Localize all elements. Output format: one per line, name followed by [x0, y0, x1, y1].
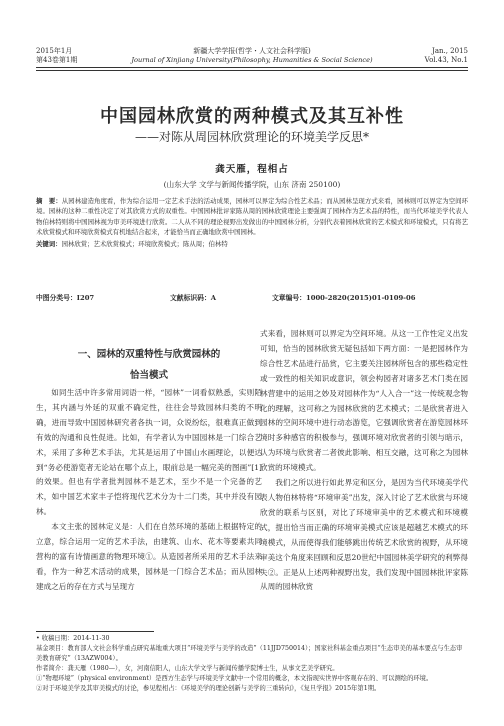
header-volume-cn: 第43卷第1期 [36, 56, 78, 64]
footnote-author-bio: 作者简介：龚天雁（1980—），女，河南信阳人，山东大学文学与新闻传播学院博士生，从事文艺美学研究。 [36, 665, 339, 672]
article-value: 1000-2820(2015)01-0109-06 [305, 294, 416, 302]
footnote-received: • 收稿日期：2014-11-30 [36, 635, 110, 642]
footnote-note-1: ①“物理环境”（physical environment）是西方生态学与环境美学文献中一个常用的概念，本文指现实世界中客观存在的、可以测绘的环境。 [36, 675, 433, 682]
body-paragraph: 本文主张的园林定义是：人们在自然环境的基础上根据特定的立意，综合运用一定的艺术手法，由建筑、山水、花木等要素共同营构的富有诗情画意的物理环境①。从造园者所采用的艺术手法来看，作为一种艺术活动的成果，园林是一门综合艺术品；而从园林建成之后的存在方式与呈现方 [36, 522, 262, 591]
right-column [260, 327, 468, 595]
left-column [36, 386, 262, 595]
footnote-rule [36, 631, 154, 632]
paper-authors: 龚天雁，程相占 [215, 164, 289, 175]
paper-title: 中国园林欣赏的两种模式及其互补性 [100, 106, 404, 127]
clc-number [36, 292, 94, 302]
footnote-funding: 基金项目：教育部人文社会科学重点研究基地重大项目“环境美学与美学的改造”（11JJD750014）；国家社科基金重点项目“生态审美的基本要点与生态审美教育研究”（13AZW004）。 [36, 645, 463, 662]
header-rule-thick [36, 67, 468, 68]
abstract-text: 从园林建造角度看，作为综合运用一定艺术手法的活动成果，园林可以界定为综合性艺术品；而从园林呈现方式来看，园林则可以界定为空间环境。园林的这种二重性决定了对其欣赏方式的双重性。中国园林批评家陈从周的园林欣赏理论主要强调了园林作为艺术品的特性，而当代环境美学代表人物伯林特则将中国园林视为审美环境进行欣赏。二人从不同的理论视野出发做出的中国园林分析，分别代表着园林欣赏的艺术模式和环境模式，只有将艺术欣赏模式和环境欣赏模式有机地结合起来，才能恰当而正确地欣赏中国园林。 [36, 197, 468, 237]
abstract [36, 196, 468, 238]
header-rule-thin [36, 70, 468, 71]
paper-subtitle: ——对陈从周园林欣赏理论的环境美学反思* [134, 130, 369, 144]
header-journal-en: Journal of Xinjiang University(Philosophy, Humanities & Social Science) [131, 56, 373, 64]
header-issue-date: 2015年1月 [36, 47, 73, 55]
keywords-label: 关键词： [36, 239, 62, 248]
article-label: 文章编号： [272, 294, 306, 302]
clc-value: I207 [76, 294, 95, 302]
author-affiliation: (山东大学 文学与新闻传播学院，山东 济南 250100) [163, 180, 341, 189]
article-number [272, 292, 415, 302]
body-paragraph: 如同生活中许多常用词语一样，“园林”一词看似熟悉，实则陌生，其内涵与外延的双重不确定性，往往会导致园林归类的不明确，进而导致中国园林研究者各执一词，众说纷纭，很难真正做到有效的沟通和良性促进。比如，有学者认为中国园林是一门综合艺术，采用了多种艺术手法，尤其是运用了中国山水画理论，以便达到“务必使游览者无论站在哪个点上，眼前总是一幅完美的图画”[1]的效果。但也有学者批判园林不是艺术，至少不是一个完备的艺术，如中国艺术家丰子恺将现代艺术分为十二门类，其中并没有园林。 [36, 388, 262, 517]
keywords [36, 239, 468, 249]
section-heading [36, 347, 262, 384]
footnotes [36, 634, 468, 694]
section-heading-line2: 恰当模式 [129, 370, 168, 381]
footnote-note-2: ②对于环境美学及其审美模式的讨论，参见程相占：《环境美学的理论创新与美学的三重转向》，《复旦学报》2015年第1期。 [36, 685, 381, 692]
section-heading-line1: 一、园林的双重特性与欣赏园林的 [77, 349, 221, 360]
header-volume-en: Vol.43, No.1 [424, 56, 468, 64]
header-journal-cn: 新疆大学学报(哲学・人文社会科学版) [193, 47, 311, 55]
body-paragraph: 我们之所以进行如此界定和区分，是因为当代环境美学代表人物伯林特将“环境审美”出发，深入讨论了艺术欣赏与环境欣赏的联系与区别，对比了环境审美中的艺术模式和环境模式，提出恰当而正确的环境审美模式应该是超越艺术模式的环境模式，从而使得我们能够跳出传统艺术欣赏的视野，从环境审美这个角度来回顾和反思20世纪中国园林美学研究的利弊得失②。正是从上述两种视野出发，我们发现中国园林批评家陈从周的园林欣赏 [260, 478, 468, 592]
doc-value: A [210, 294, 217, 302]
header-issue-date-en: Jan., 2015 [432, 47, 468, 55]
keywords-text: 园林欣赏；艺术欣赏模式；环境欣赏模式；陈从周；伯林特 [61, 239, 228, 248]
body-paragraph: 式来看，园林则可以界定为空间环境。从这一工作性定义出发可知，恰当的园林欣赏无疑包括如下两方面：一是把园林作为综合性艺术品进行品赏，它主要关注园林所包含的那些稳定性或一致性的相关知识或意识，领会构园者对诸多艺术门类在园林营建中的运用之妙及对园林作为“人入合一”这一传统观念物化的理解，这可称之为园林欣赏的艺术模式；二是欣赏者进入园林的空间环境中进行动态游览，它强调欣赏者在游览园林环境时多种感官的积极参与，强调环境对欣赏者的引领与暗示，认为环境与欣赏者二者彼此影响、相互交融，这可称之为园林欣赏的环境模式。 [260, 329, 468, 473]
clc-label: 中图分类号： [36, 294, 77, 302]
abstract-block [36, 196, 468, 249]
doc-label: 文献标识码： [170, 294, 211, 302]
abstract-label: 摘 要： [36, 197, 62, 205]
document-code [170, 292, 216, 302]
